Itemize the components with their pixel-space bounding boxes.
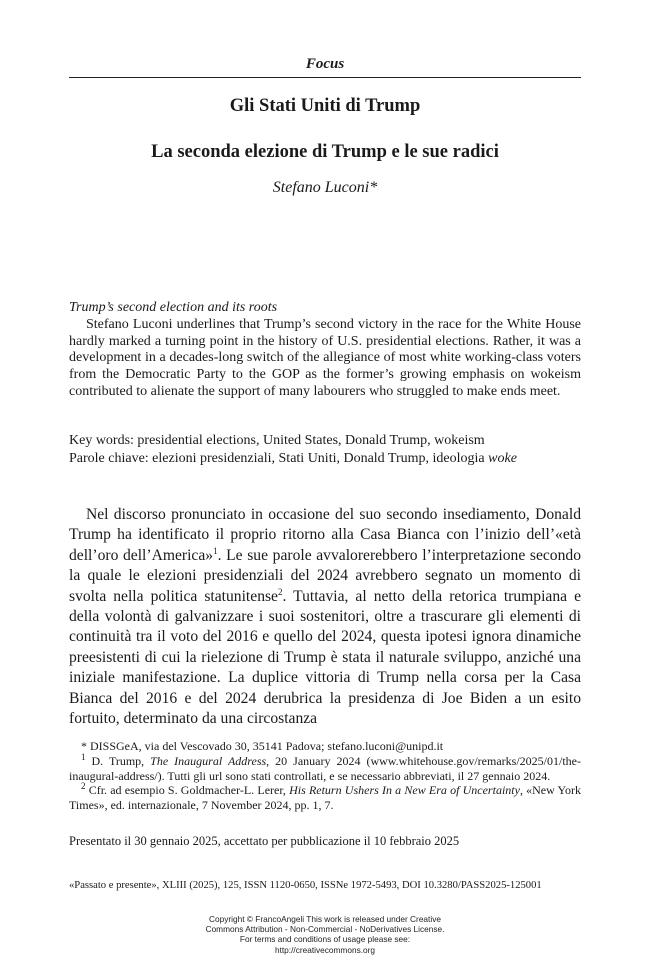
- footnote-2-title: His Return Ushers In a New Era of Uncertainty: [289, 783, 520, 798]
- license-notice: [125, 914, 525, 955]
- license-line-1: Copyright © FrancoAngeli This work is released under Creative: [209, 914, 441, 924]
- submission-dates: Presentato il 30 gennaio 2025, accettato per pubblicazione il 10 febbraio 2025: [69, 834, 460, 848]
- license-line-2: Commons Attribution - Non-Commercial - NoDerivatives License.: [205, 924, 445, 935]
- article-subtitle: La seconda elezione di Trump e le sue radici: [151, 142, 499, 162]
- footnote-1-text-a: D. Trump,: [85, 753, 151, 768]
- license-link[interactable]: http://creativecommons.org: [274, 944, 376, 955]
- license-line-3: For terms and conditions of usage please see:: [239, 934, 411, 945]
- keywords-english: Key words: presidential elections, United States, Donald Trump, wokeism: [69, 433, 485, 448]
- footnote-1: [69, 751, 581, 784]
- body-text-part2: . Le sue parole avvalorerebbero l’interpretazione secondo la quale le elezioni presidenziali del 2024 avrebbero segnato un momento di svolta nella politica statunitense: [69, 546, 581, 605]
- abstract-title: Trump’s second election and its roots: [69, 300, 278, 315]
- footnotes: [69, 739, 581, 813]
- author-name: Stefano Luconi*: [272, 179, 378, 196]
- body-paragraph: [69, 505, 581, 729]
- abstract: [69, 300, 581, 401]
- keywords-italian-italic: woke: [488, 450, 517, 466]
- footnote-2: [69, 783, 581, 813]
- body-text-part1: Nel discorso pronunciato in occasione del suo secondo insediamento, Donald Trump ha identificato il proprio ritorno alla Casa Bianca con l’inizio dell’«età dell’oro dell’America»: [69, 506, 581, 564]
- header-rule: [69, 77, 581, 78]
- section-label: Focus: [305, 56, 345, 72]
- keywords-italian: [69, 450, 581, 468]
- footnote-affiliation: * DISSGeA, via del Vescovado 30, 35141 Padova; stefano.luconi@unipd.it: [81, 739, 444, 753]
- footnote-2-text-b: , «New York Times», ed. internazionale, 7 November 2024, pp. 1, 7.: [69, 783, 581, 813]
- keywords-italian-text: Parole chiave: elezioni presidenziali, Stati Uniti, Donald Trump, ideologia: [69, 450, 489, 466]
- keywords: [69, 432, 581, 467]
- article-title: Gli Stati Uniti di Trump: [229, 96, 421, 116]
- footnote-2-text-a: Cfr. ad esempio S. Goldmacher-L. Lerer,: [85, 783, 290, 798]
- footnote-ref-1: 1: [213, 545, 218, 556]
- journal-citation: «Passato e presente», XLIII (2025), 125, ISSN 1120-0650, ISSNe 1972-5493, DOI 10.3280/PASS2025-125001: [69, 880, 542, 891]
- footnote-1-number: 1: [81, 751, 86, 762]
- footnote-1-text-b: , 20 January 2024 (www.whitehouse.gov/remarks/2025/01/the-inaugural-address/). Tutti gli url sono stati controllati, e se necessario abbreviati, il 27 gennaio 2024.: [69, 753, 581, 783]
- footnote-ref-2: 2: [277, 586, 283, 597]
- abstract-text: Stefano Luconi underlines that Trump’s second victory in the race for the White House hardly marked a turning point in the history of U.S. presidential elections. Rather, it was a development in a decades-long switch of the allegiance of most white working-class voters from the Democratic Party to the GOP as the former’s growing emphasis on wokeism contributed to alienate the support of many labourers who struggled to make ends meet.: [69, 316, 581, 399]
- footnote-1-title: The Inaugural Address: [150, 753, 267, 768]
- body-text-part3: . Tuttavia, al netto della retorica trumpiana e della volontà di galvanizzare i suoi sostenitori, oltre a trascurare gli elementi di continuità tra il voto del 2016 e quello del 2024, questa ipotesi ignora dinamiche preesistenti di cui la rielezione di Trump è stata il naturale sviluppo, anziché una iniziale manifestazione. La duplice vittoria di Trump nella corsa per la Casa Bianca del 2016 e del 2024 derubrica la presidenza di Joe Biden a un esito fortuito, determinato da una circostanza: [69, 587, 581, 728]
- footnote-2-number: 2: [81, 781, 86, 792]
